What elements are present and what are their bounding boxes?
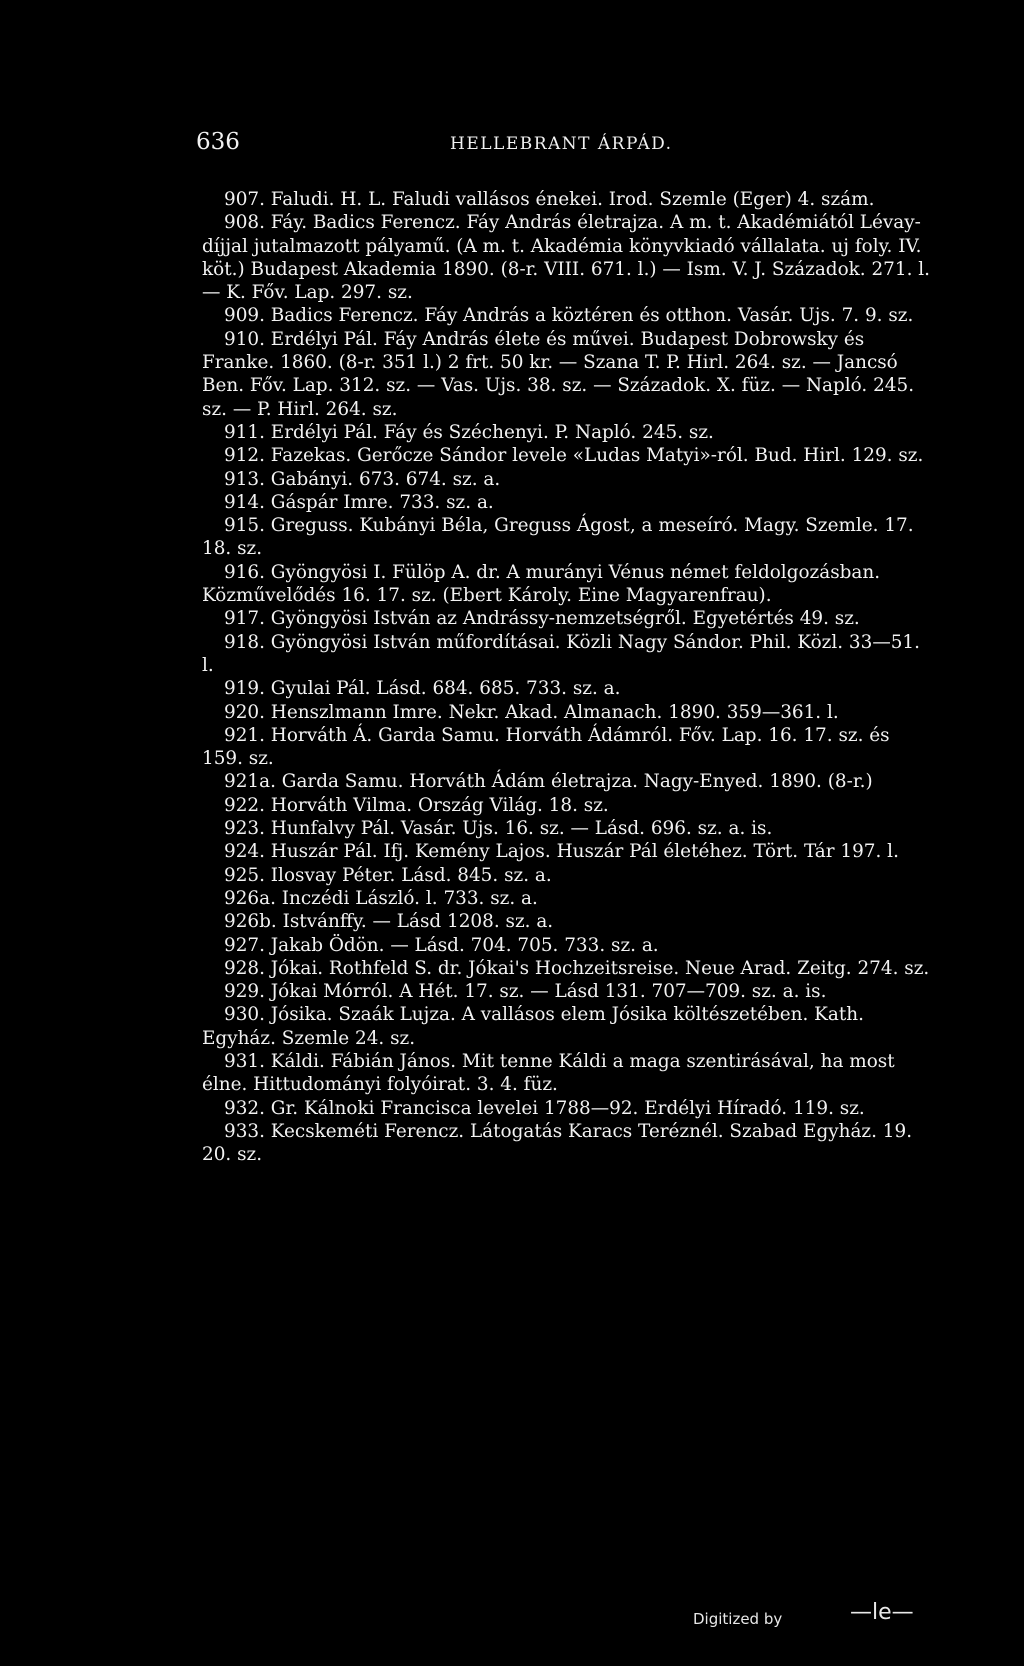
bibliography-entry: 928. Jókai. Rothfeld S. dr. Jókai's Hochzeitsreise. Neue Arad. Zeitg. 274. sz. — [224, 957, 930, 979]
bibliography-entry: 913. Gabányi. 673. 674. sz. a. — [224, 468, 501, 490]
bibliography-entry: 918. Gyöngyösi István műfordításai. Közli Nagy Sándor. Phil. Közl. 33—51. l. — [202, 631, 920, 676]
bibliography-entries — [202, 188, 936, 1166]
bibliography-entry: 930. Jósika. Szaák Lujza. A vallásos elem Jósika költészetében. Kath. Egyház. Szemle 24. sz. — [202, 1004, 864, 1049]
bibliography-entry: 923. Hunfalvy Pál. Vasár. Ujs. 16. sz. — Lásd. 696. sz. a. is. — [224, 818, 773, 840]
bibliography-entry: 907. Faludi. H. L. Faludi vallásos énekei. Irod. Szemle (Eger) 4. szám. — [224, 189, 875, 210]
bibliography-entry: 922. Horváth Vilma. Ország Világ. 18. sz. — [224, 794, 609, 816]
bibliography-entry: 929. Jókai Mórról. A Hét. 17. sz. — Lásd 131. 707—709. sz. a. is. — [224, 981, 827, 1003]
bibliography-entry: 915. Greguss. Kubányi Béla, Greguss Ágost, a meseíró. Magy. Szemle. 17. 18. sz. — [202, 515, 914, 560]
bibliography-entry: 910. Erdélyi Pál. Fáy András élete és művei. Budapest Dobrowsky és Franke. 1860. (8-r. 351 l.) 2 frt. 50 kr. — Szana T. P. Hirl. 264. sz. — Jancsó Ben. Főv. Lap. 312. sz. — Vas. Ujs. 38. sz. — Századok. X. füz. — Napló. 245. sz. — P. Hirl. 264. sz. — [202, 328, 915, 420]
bibliography-entry: 932. Gr. Kálnoki Francisca levelei 1788—92. Erdélyi Híradó. 119. sz. — [224, 1097, 865, 1119]
digitizer-logo-mark: —le— — [850, 1600, 914, 1625]
bibliography-entry: 924. Huszár Pál. Ifj. Kemény Lajos. Huszár Pál életéhez. Tört. Tár 197. l. — [224, 841, 899, 863]
bibliography-entry: 916. Gyöngyösi I. Fülöp A. dr. A murányi Vénus német feldolgozásban. Közművelődés 16. 17. sz. (Ebert Károly. Eine Magyarenfrau). — [202, 561, 881, 607]
page-number: 636 — [196, 129, 240, 155]
bibliography-entry: 908. Fáy. Badics Ferencz. Fáy András életrajza. A m. t. Akadémiától Lévay-díjjal jutalmazott pályamű. (A m. t. Akadémia könyvkiadó vállalata. uj foly. IV. köt.) Budapest Akademia 1890. (8-r. VIII. 671. l.) — Ism. V. J. Századok. 271. l. — K. Főv. Lap. 297. sz. — [202, 212, 930, 304]
bibliography-entry: 909. Badics Ferencz. Fáy András a köztéren és otthon. Vasár. Ujs. 7. 9. sz. — [224, 305, 914, 327]
bibliography-entry: 926a. Inczédi László. l. 733. sz. a. — [224, 887, 538, 909]
bibliography-entry: 921a. Garda Samu. Horváth Ádám életrajza. Nagy-Enyed. 1890. (8-r.) — [224, 771, 873, 793]
digitized-by-label: Digitized by — [693, 1610, 783, 1628]
bibliography-entry: 914. Gáspár Imre. 733. sz. a. — [224, 491, 494, 513]
bibliography-entry: 917. Gyöngyösi István az Andrássy-nemzetségről. Egyetértés 49. sz. — [224, 608, 860, 630]
bibliography-entry: 926b. Istvánffy. — Lásd 1208. sz. a. — [224, 911, 554, 933]
bibliography-entry: 925. Ilosvay Péter. Lásd. 845. sz. a. — [224, 864, 552, 886]
bibliography-entry: 919. Gyulai Pál. Lásd. 684. 685. 733. sz. a. — [224, 678, 621, 700]
bibliography-entry: 911. Erdélyi Pál. Fáy és Széchenyi. P. Napló. 245. sz. — [224, 421, 714, 443]
bibliography-entry: 920. Henszlmann Imre. Nekr. Akad. Almanach. 1890. 359—361. l. — [224, 701, 839, 723]
bibliography-entry: 931. Káldi. Fábián János. Mit tenne Káldi a maga szentirásával, ha most élne. Hittudományi folyóirat. 3. 4. füz. — [202, 1050, 895, 1096]
bibliography-entry: 933. Kecskeméti Ferencz. Látogatás Karacs Teréznél. Szabad Egyház. 19. 20. sz. — [202, 1120, 913, 1166]
bibliography-entry: 921. Horváth Á. Garda Samu. Horváth Ádámról. Főv. Lap. 16. 17. sz. és 159. sz. — [202, 724, 890, 770]
bibliography-entry: 912. Fazekas. Gerőcze Sándor levele «Ludas Matyi»-ról. Bud. Hirl. 129. sz. — [224, 445, 924, 467]
bibliography-entry: 927. Jakab Ödön. — Lásd. 704. 705. 733. sz. a. — [224, 934, 659, 956]
running-head: HELLEBRANT ÁRPÁD. — [450, 134, 673, 154]
